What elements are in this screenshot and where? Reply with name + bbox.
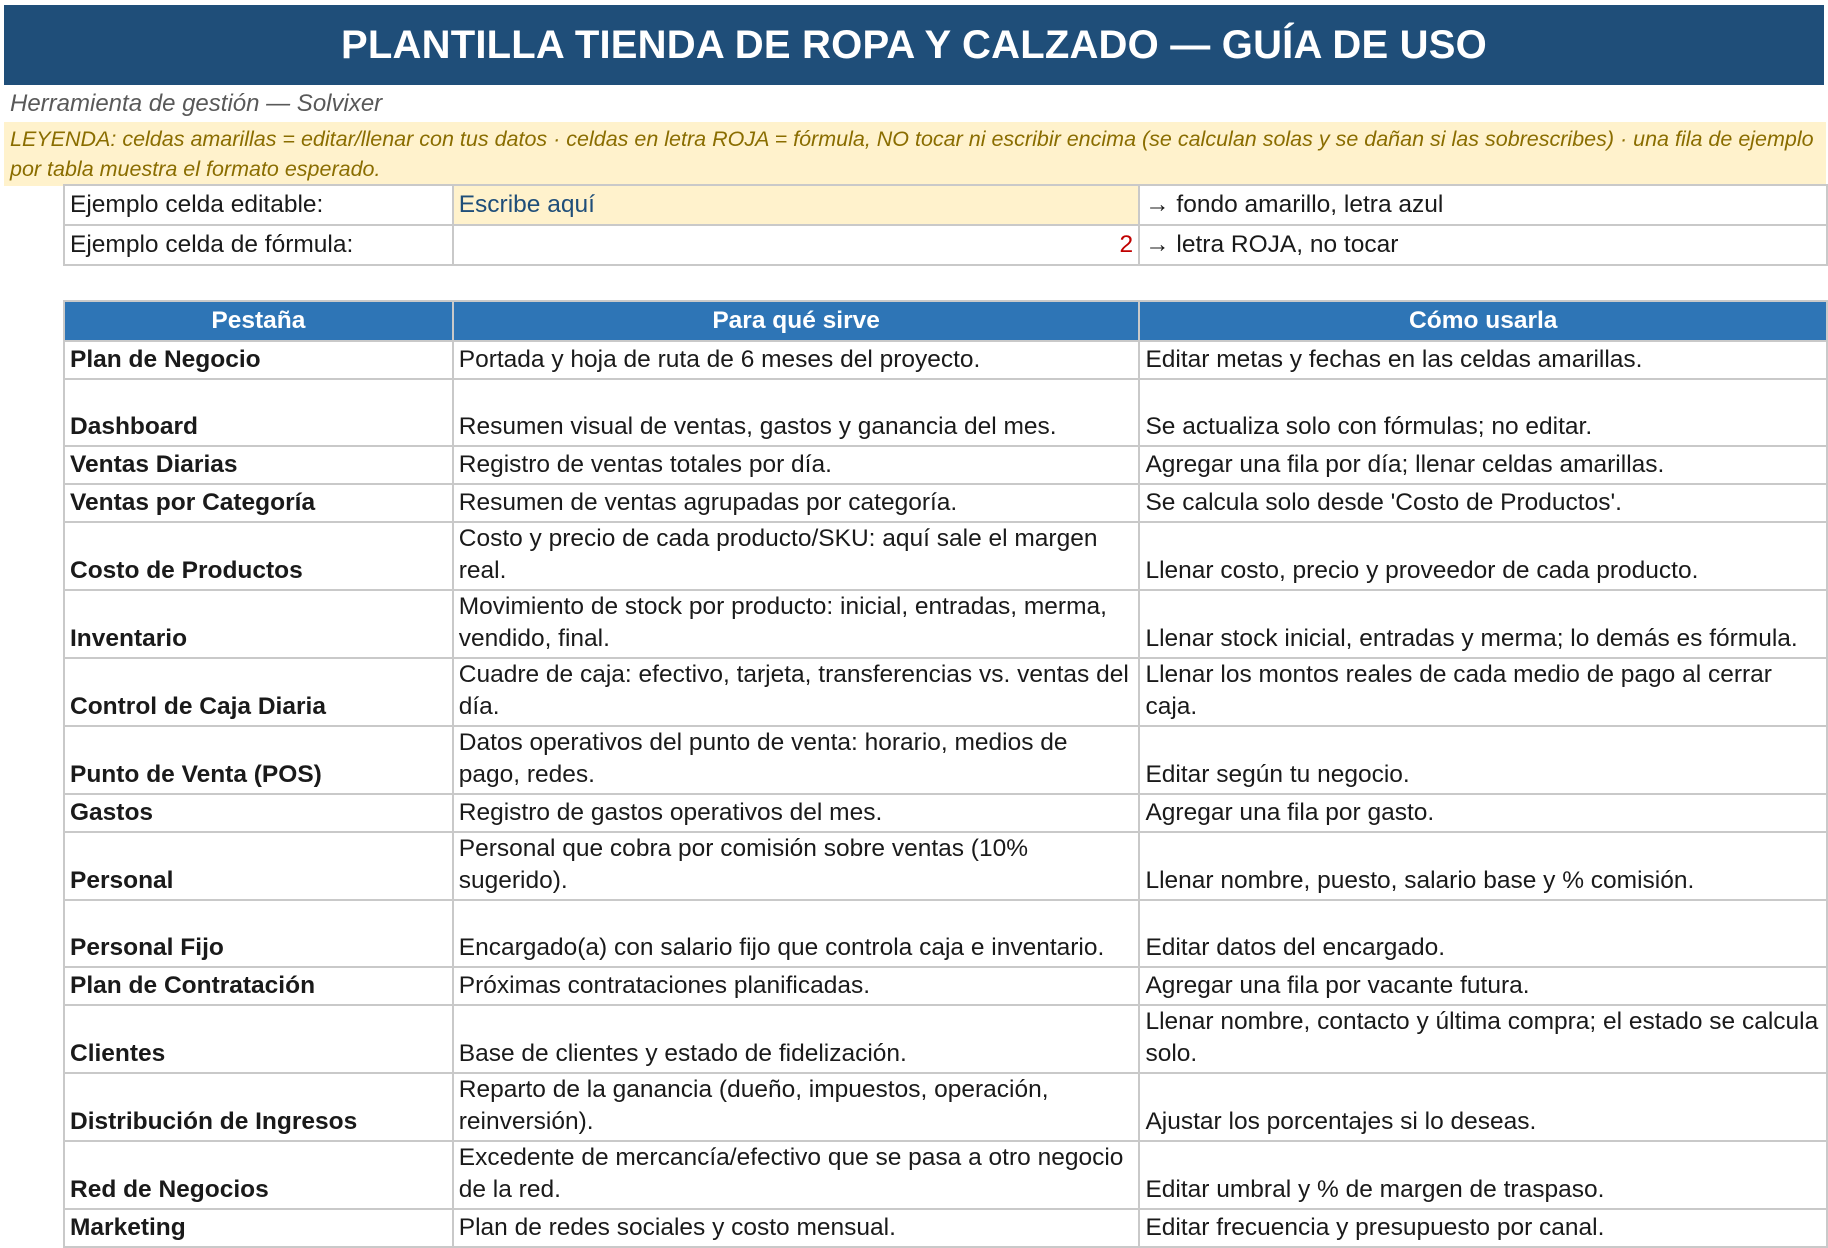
purpose-cell[interactable]: Resumen de ventas agrupadas por categoría. — [453, 484, 1140, 522]
table-row — [64, 726, 1827, 794]
column-header-usage[interactable]: Cómo usarla — [1139, 301, 1827, 341]
usage-cell[interactable]: Llenar los montos reales de cada medio de pago al cerrar caja. — [1139, 658, 1827, 726]
guide-header-row — [64, 301, 1827, 341]
purpose-cell[interactable]: Registro de gastos operativos del mes. — [453, 794, 1140, 832]
usage-cell[interactable]: Agregar una fila por vacante futura. — [1139, 967, 1827, 1005]
example-editable-note[interactable]: → fondo amarillo, letra azul — [1139, 185, 1827, 225]
usage-cell[interactable]: Ajustar los porcentajes si lo deseas. — [1139, 1073, 1827, 1141]
purpose-cell[interactable]: Base de clientes y estado de fidelización. — [453, 1005, 1140, 1073]
usage-cell[interactable]: Editar metas y fechas en las celdas amarillas. — [1139, 341, 1827, 379]
purpose-cell[interactable]: Cuadre de caja: efectivo, tarjeta, transferencias vs. ventas del día. — [453, 658, 1140, 726]
tab-name-cell[interactable]: Distribución de Ingresos — [64, 1073, 453, 1141]
table-row — [64, 658, 1827, 726]
purpose-cell[interactable]: Datos operativos del punto de venta: horario, medios de pago, redes. — [453, 726, 1140, 794]
tab-name-cell[interactable]: Punto de Venta (POS) — [64, 726, 453, 794]
usage-cell[interactable]: Agregar una fila por gasto. — [1139, 794, 1827, 832]
table-row — [64, 341, 1827, 379]
usage-cell[interactable]: Editar umbral y % de margen de traspaso. — [1139, 1141, 1827, 1209]
example-formula-label[interactable]: Ejemplo celda de fórmula: — [64, 225, 453, 265]
purpose-cell[interactable]: Personal que cobra por comisión sobre ventas (10% sugerido). — [453, 832, 1140, 900]
table-row — [64, 794, 1827, 832]
example-formula-note[interactable]: → letra ROJA, no tocar — [1139, 225, 1827, 265]
table-row — [64, 1141, 1827, 1209]
usage-cell[interactable]: Se actualiza solo con fórmulas; no editar. — [1139, 379, 1827, 446]
purpose-cell[interactable]: Registro de ventas totales por día. — [453, 446, 1140, 484]
table-row — [64, 1209, 1827, 1247]
table-row — [64, 484, 1827, 522]
table-row — [64, 522, 1827, 590]
tab-name-cell[interactable]: Costo de Productos — [64, 522, 453, 590]
table-row — [64, 1005, 1827, 1073]
guide-table — [63, 300, 1828, 1248]
purpose-cell[interactable]: Reparto de la ganancia (dueño, impuestos, operación, reinversión). — [453, 1073, 1140, 1141]
usage-cell[interactable]: Editar según tu negocio. — [1139, 726, 1827, 794]
table-row — [64, 832, 1827, 900]
purpose-cell[interactable]: Resumen visual de ventas, gastos y ganancia del mes. — [453, 379, 1140, 446]
table-row — [64, 900, 1827, 967]
example-row-formula — [64, 225, 1827, 265]
column-header-purpose[interactable]: Para qué sirve — [453, 301, 1140, 341]
column-header-tab[interactable]: Pestaña — [64, 301, 453, 341]
tab-name-cell[interactable]: Gastos — [64, 794, 453, 832]
table-row — [64, 590, 1827, 658]
tab-name-cell[interactable]: Red de Negocios — [64, 1141, 453, 1209]
tab-name-cell[interactable]: Control de Caja Diaria — [64, 658, 453, 726]
purpose-cell[interactable]: Costo y precio de cada producto/SKU: aquí sale el margen real. — [453, 522, 1140, 590]
purpose-cell[interactable]: Próximas contrataciones planificadas. — [453, 967, 1140, 1005]
example-formula-cell[interactable]: 2 — [453, 225, 1139, 265]
purpose-cell[interactable]: Encargado(a) con salario fijo que controla caja e inventario. — [453, 900, 1140, 967]
tab-name-cell[interactable]: Ventas Diarias — [64, 446, 453, 484]
tab-name-cell[interactable]: Ventas por Categoría — [64, 484, 453, 522]
purpose-cell[interactable]: Plan de redes sociales y costo mensual. — [453, 1209, 1140, 1247]
table-row — [64, 967, 1827, 1005]
usage-cell[interactable]: Editar frecuencia y presupuesto por canal. — [1139, 1209, 1827, 1247]
subtitle: Herramienta de gestión — Solvixer — [10, 90, 383, 117]
purpose-cell[interactable]: Excedente de mercancía/efectivo que se pasa a otro negocio de la red. — [453, 1141, 1140, 1209]
table-row — [64, 446, 1827, 484]
page-title: PLANTILLA TIENDA DE ROPA Y CALZADO — GUÍA DE USO — [4, 5, 1824, 85]
tab-name-cell[interactable]: Plan de Negocio — [64, 341, 453, 379]
tab-name-cell[interactable]: Marketing — [64, 1209, 453, 1247]
usage-cell[interactable]: Editar datos del encargado. — [1139, 900, 1827, 967]
tab-name-cell[interactable]: Plan de Contratación — [64, 967, 453, 1005]
examples-table — [63, 184, 1828, 266]
legend-note: LEYENDA: celdas amarillas = editar/llenar con tus datos · celdas en letra ROJA = fórmula, NO tocar ni escribir encima (se calculan solas y se dañan si las sobrescribes) · una fila de ejemplo por tabla muestra el formato esperado. — [4, 122, 1826, 186]
purpose-cell[interactable]: Movimiento de stock por producto: inicial, entradas, merma, vendido, final. — [453, 590, 1140, 658]
example-editable-label[interactable]: Ejemplo celda editable: — [64, 185, 453, 225]
tab-name-cell[interactable]: Dashboard — [64, 379, 453, 446]
usage-cell[interactable]: Llenar costo, precio y proveedor de cada producto. — [1139, 522, 1827, 590]
example-editable-cell[interactable]: Escribe aquí — [453, 185, 1139, 225]
tab-name-cell[interactable]: Personal — [64, 832, 453, 900]
table-row — [64, 1073, 1827, 1141]
purpose-cell[interactable]: Portada y hoja de ruta de 6 meses del proyecto. — [453, 341, 1140, 379]
usage-cell[interactable]: Se calcula solo desde 'Costo de Productos'. — [1139, 484, 1827, 522]
example-row-editable — [64, 185, 1827, 225]
usage-cell[interactable]: Llenar nombre, contacto y última compra; el estado se calcula solo. — [1139, 1005, 1827, 1073]
tab-name-cell[interactable]: Clientes — [64, 1005, 453, 1073]
tab-name-cell[interactable]: Inventario — [64, 590, 453, 658]
usage-cell[interactable]: Llenar nombre, puesto, salario base y % comisión. — [1139, 832, 1827, 900]
table-row — [64, 379, 1827, 446]
usage-cell[interactable]: Llenar stock inicial, entradas y merma; lo demás es fórmula. — [1139, 590, 1827, 658]
usage-cell[interactable]: Agregar una fila por día; llenar celdas amarillas. — [1139, 446, 1827, 484]
tab-name-cell[interactable]: Personal Fijo — [64, 900, 453, 967]
